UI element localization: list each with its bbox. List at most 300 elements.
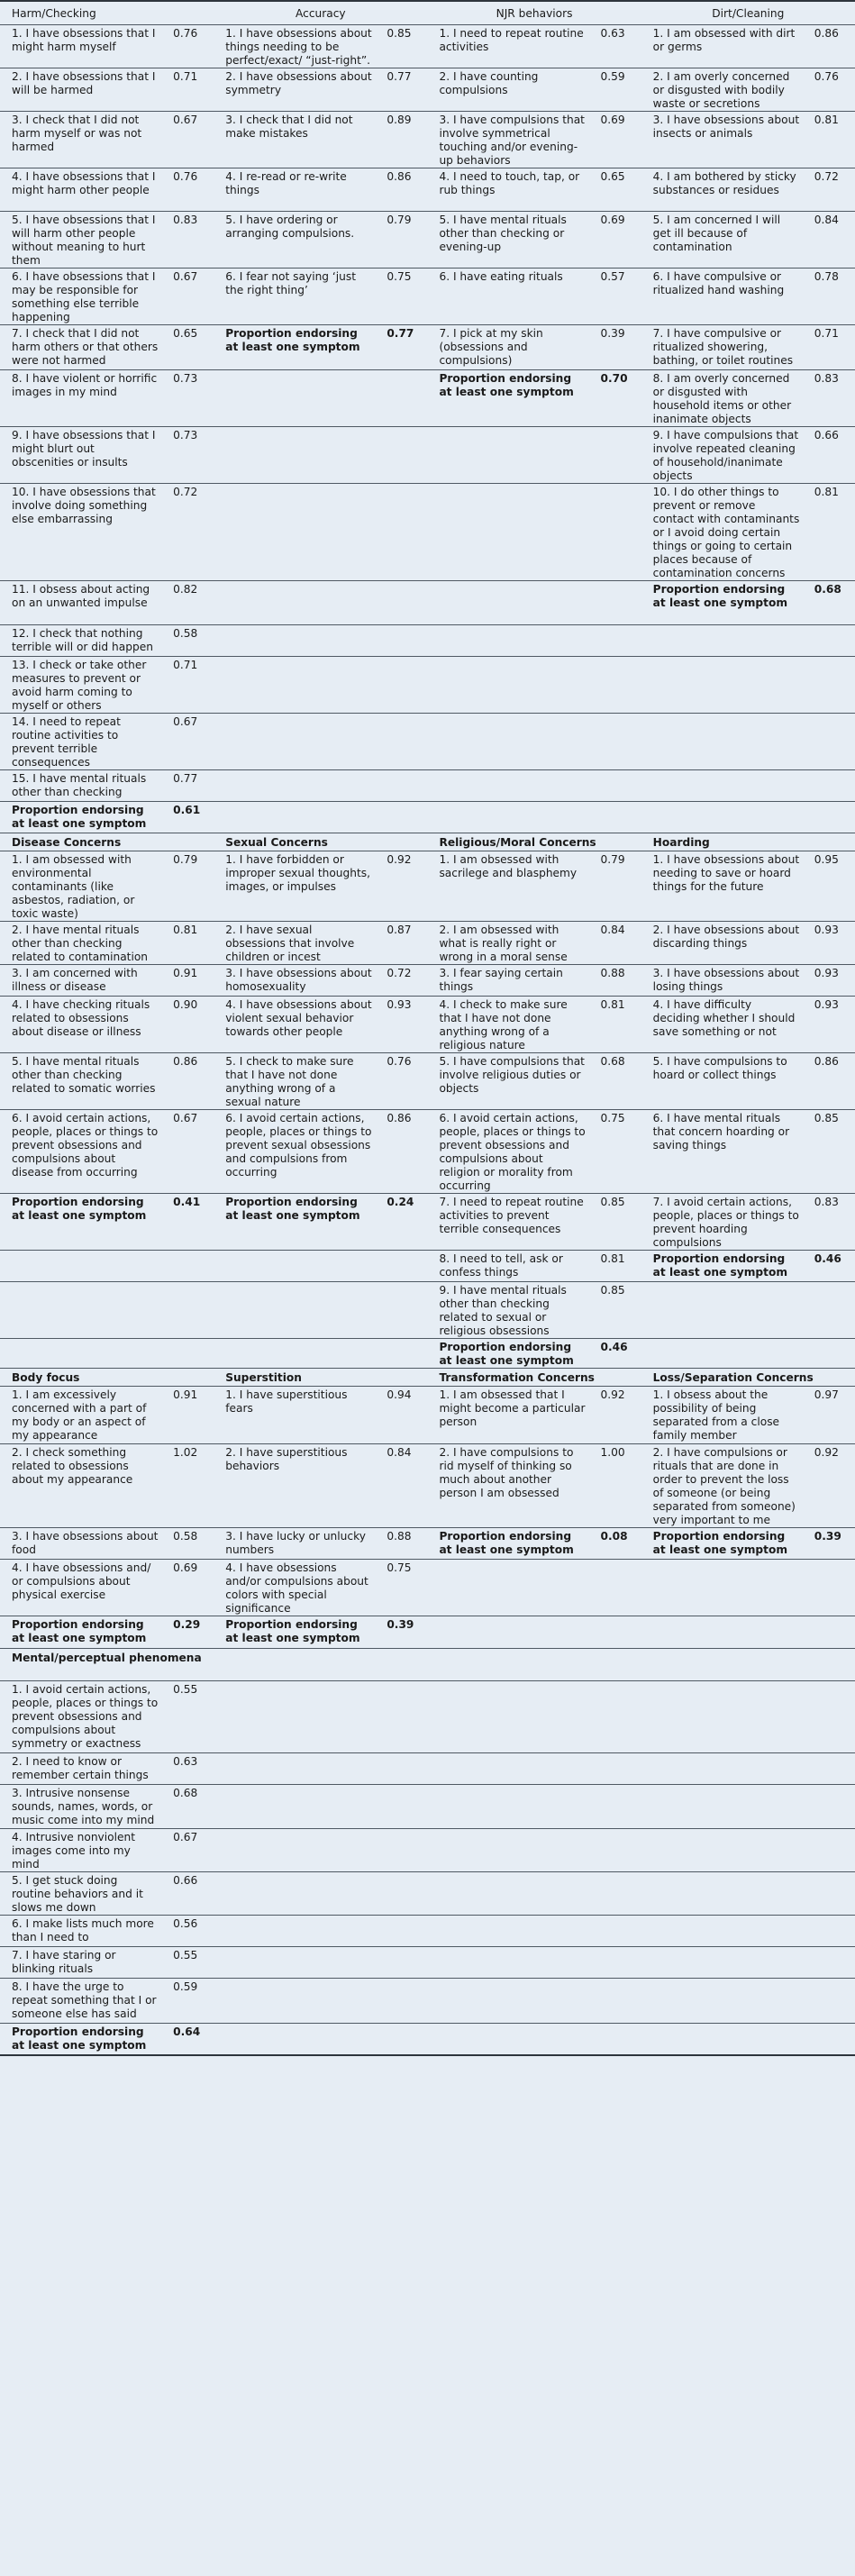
symptom-text: 1. I am obsessed with dirt or germs [641,25,800,68]
loading-value: 0.67 [159,1829,214,1872]
loading-value [587,714,641,770]
loading-value [372,1282,427,1339]
table-row [0,25,855,68]
loading-value: 0.85 [587,1194,641,1251]
loading-value: 0.86 [800,1053,855,1110]
loading-value [372,657,427,714]
table-row [0,965,855,997]
loading-value [372,770,427,802]
symptom-text [427,1560,586,1616]
symptom-text: 1. I am excessively concerned with a part of my body or an aspect of my appearance [0,1387,159,1444]
loading-value: 0.75 [372,269,427,325]
symptom-text: 6. I avoid certain actions, people, places or things to prevent sexual obsessions and compulsions from occurring [214,1110,372,1194]
loading-value: 0.71 [800,325,855,370]
loading-value: 0.73 [159,427,214,484]
empty-cell [641,2024,855,2055]
symptom-text [214,370,372,427]
proportion-label: Proportion endorsing at least one symptom [427,370,586,427]
loading-value: 0.76 [372,1053,427,1110]
empty-cell [214,1947,427,1979]
symptom-text [214,1339,372,1369]
symptom-text: 3. I have obsessions about homosexuality [214,965,372,997]
loading-value [159,1251,214,1282]
loading-value: 0.77 [372,68,427,112]
empty-cell [641,1681,855,1753]
symptom-text: 5. I am concerned I will get ill because of contamination [641,212,800,269]
symptom-text: 2. I am overly concerned or disgusted with bodily waste or secretions [641,68,800,112]
symptom-text: 5. I have obsessions that I will harm other people without meaning to hurt them [0,212,159,269]
symptom-text: 8. I am overly concerned or disgusted with household items or other inanimate objects [641,370,800,427]
symptom-text: 6. I avoid certain actions, people, places or things to prevent obsessions and compulsions about disease from occurring [0,1110,159,1194]
table-body [0,25,855,2055]
column-header-row [0,1,855,25]
symptom-text [641,625,800,657]
symptom-text [0,1339,159,1369]
loading-value: 0.76 [159,168,214,212]
loading-value [372,370,427,427]
symptom-text: 2. I have obsessions about discarding things [641,922,800,965]
loading-value: 0.94 [372,1387,427,1444]
symptom-text: 9. I have obsessions that I might blurt out obscenities or insults [0,427,159,484]
symptom-text [427,1616,586,1649]
loading-value: 0.63 [159,1753,214,1785]
symptom-text [214,657,372,714]
symptom-text: 14. I need to repeat routine activities to prevent terrible consequences [0,714,159,770]
symptom-text: 6. I have compulsive or ritualized hand washing [641,269,800,325]
table-row [0,1528,855,1560]
loading-value: 0.83 [800,1194,855,1251]
loading-value [372,427,427,484]
loading-value: 0.93 [800,922,855,965]
proportion-value: 0.46 [800,1251,855,1282]
table-row [0,1110,855,1194]
symptom-text: 4. I have checking rituals related to obsessions about disease or illness [0,997,159,1053]
symptom-text [641,1282,800,1339]
header-dirt-cleaning: Dirt/Cleaning [641,1,855,25]
table-row [0,1616,855,1649]
loading-value: 0.89 [372,112,427,168]
empty-cell [427,1785,641,1829]
empty-cell [427,1829,641,1872]
symptom-text: 13. I check or take other measures to prevent or avoid harm coming to myself or others [0,657,159,714]
table-row [0,1829,855,1872]
loading-value: 0.81 [587,997,641,1053]
empty-cell [641,1649,855,1681]
table-row [0,325,855,370]
symptom-text: 1. I obsess about the possibility of being separated from a close family member [641,1387,800,1444]
section-header: Loss/Separation Concerns [641,1369,855,1387]
loading-value [800,1282,855,1339]
loading-value: 0.66 [800,427,855,484]
symptom-text: 2. I have obsessions that I will be harmed [0,68,159,112]
loading-value: 0.67 [159,1110,214,1194]
symptom-text: 1. I have superstitious fears [214,1387,372,1444]
loading-value [159,1282,214,1339]
proportion-value: 0.39 [800,1528,855,1560]
loading-value: 0.84 [372,1444,427,1528]
table-row [0,1916,855,1947]
loading-value [587,1560,641,1616]
proportion-value: 0.70 [587,370,641,427]
loading-value: 0.63 [587,25,641,68]
symptom-text [641,770,800,802]
symptom-text: 15. I have mental rituals other than checking [0,770,159,802]
symptom-text [214,1282,372,1339]
symptom-text: 1. I am obsessed with sacrilege and blasphemy [427,851,586,922]
loading-value [372,802,427,833]
loading-value: 0.79 [372,212,427,269]
symptom-text [214,625,372,657]
symptom-text: 3. I have compulsions that involve symmetrical touching and/or evening-up behaviors [427,112,586,168]
symptom-text: 1. I am obsessed that I might become a particular person [427,1387,586,1444]
section-header: Religious/Moral Concerns [427,833,641,851]
symptom-text: 10. I do other things to prevent or remove contact with contaminants or I avoid doing certain things or going to certain places because of contamination concerns [641,484,800,581]
header-njr-behaviors: NJR behaviors [427,1,641,25]
loading-value [587,581,641,625]
symptom-text: 4. I check to make sure that I have not done anything wrong of a religious nature [427,997,586,1053]
empty-cell [427,1872,641,1916]
proportion-value: 0.24 [372,1194,427,1251]
section-header-row [0,1649,855,1681]
empty-cell [641,1947,855,1979]
symptom-text: 6. I have obsessions that I may be responsible for something else terrible happening [0,269,159,325]
table-row [0,1681,855,1753]
table-row [0,1444,855,1528]
loading-value: 0.86 [372,168,427,212]
symptom-text [214,714,372,770]
loading-value: 0.87 [372,922,427,965]
symptom-text: 1. I am obsessed with environmental contaminants (like asbestos, radiation, or toxic waste) [0,851,159,922]
table-row [0,997,855,1053]
proportion-label: Proportion endorsing at least one symptom [0,1194,159,1251]
loading-value [800,1616,855,1649]
loading-value: 0.76 [159,25,214,68]
symptom-text [0,1251,159,1282]
proportion-label: Proportion endorsing at least one symptom [427,1339,586,1369]
table-row [0,1979,855,2024]
loading-value: 0.93 [800,965,855,997]
table-row [0,68,855,112]
empty-cell [427,1947,641,1979]
symptom-text: 3. I check that I did not harm myself or was not harmed [0,112,159,168]
symptom-text: 2. I have compulsions to rid myself of thinking so much about another person I am obsessed [427,1444,586,1528]
empty-cell [214,1681,427,1753]
loading-value: 0.97 [800,1387,855,1444]
loading-value: 0.68 [159,1785,214,1829]
loading-value: 0.86 [800,25,855,68]
symptom-text: 4. Intrusive nonviolent images come into my mind [0,1829,159,1872]
symptom-text [641,657,800,714]
loading-value: 0.55 [159,1681,214,1753]
table-row [0,269,855,325]
loading-value: 0.67 [159,714,214,770]
symptom-text [641,1339,800,1369]
symptom-text: 4. I have difficulty deciding whether I should save something or not [641,997,800,1053]
proportion-label: Proportion endorsing at least one symptom [0,802,159,833]
loading-value: 0.91 [159,965,214,997]
empty-cell [641,1753,855,1785]
loading-value: 0.77 [159,770,214,802]
section-header: Mental/perceptual phenomena [0,1649,214,1681]
loading-value: 0.75 [372,1560,427,1616]
table-row [0,770,855,802]
symptom-text: 7. I have staring or blinking rituals [0,1947,159,1979]
proportion-label: Proportion endorsing at least one symptom [641,1528,800,1560]
symptom-text [427,581,586,625]
loading-value: 0.66 [159,1872,214,1916]
loading-value [800,802,855,833]
table-row [0,1753,855,1785]
loading-value [587,484,641,581]
loading-value: 0.85 [587,1282,641,1339]
loading-value: 0.93 [372,997,427,1053]
table-row [0,1785,855,1829]
symptom-text [427,770,586,802]
symptom-text [214,581,372,625]
loading-value: 0.79 [587,851,641,922]
loading-value: 0.69 [587,112,641,168]
loading-value: 0.79 [159,851,214,922]
loading-value: 0.69 [587,212,641,269]
loading-value: 0.78 [800,269,855,325]
loading-value: 0.81 [587,1251,641,1282]
proportion-value: 0.41 [159,1194,214,1251]
symptom-text: 2. I have superstitious behaviors [214,1444,372,1528]
empty-cell [641,1872,855,1916]
proportion-value: 0.46 [587,1339,641,1369]
empty-cell [214,1829,427,1872]
loading-value [800,1560,855,1616]
loading-value: 0.57 [587,269,641,325]
symptom-text [427,714,586,770]
symptom-text [0,1282,159,1339]
empty-cell [641,1916,855,1947]
empty-cell [427,1979,641,2024]
loading-value: 0.67 [159,269,214,325]
loading-value: 0.92 [587,1387,641,1444]
symptom-text: 4. I re-read or re-write things [214,168,372,212]
loading-value: 0.59 [159,1979,214,2024]
loading-value [372,581,427,625]
table-row [0,1194,855,1251]
symptom-text [641,714,800,770]
proportion-value: 0.77 [372,325,427,370]
loading-value [587,802,641,833]
empty-cell [641,1979,855,2024]
symptom-text: 4. I need to touch, tap, or rub things [427,168,586,212]
symptom-text: 1. I have obsessions about things needing to be perfect/exact/ “just-right”. [214,25,372,68]
symptom-text: 3. I have obsessions about insects or animals [641,112,800,168]
loading-value: 0.81 [159,922,214,965]
symptom-text: 3. I have obsessions about food [0,1528,159,1560]
symptom-text: 6. I have mental rituals that concern hoarding or saving things [641,1110,800,1194]
table-row [0,922,855,965]
table-row [0,1339,855,1369]
symptom-text [427,484,586,581]
table-row [0,1282,855,1339]
symptom-text: 4. I have obsessions and/ or compulsions about physical exercise [0,1560,159,1616]
empty-cell [427,2024,641,2055]
table-row [0,1560,855,1616]
loading-value [587,427,641,484]
symptom-text [214,770,372,802]
loading-value: 0.73 [159,370,214,427]
symptom-text: 8. I have violent or horrific images in my mind [0,370,159,427]
loading-value: 0.86 [372,1110,427,1194]
table-row [0,484,855,581]
symptom-text: 5. I have mental rituals other than checking or evening-up [427,212,586,269]
table-row [0,1947,855,1979]
loading-value [372,625,427,657]
empty-cell [427,1649,641,1681]
loading-value: 0.93 [800,997,855,1053]
loading-value: 0.84 [800,212,855,269]
loading-value: 0.86 [159,1053,214,1110]
empty-cell [214,1785,427,1829]
symptom-text [427,802,586,833]
loading-value: 1.02 [159,1444,214,1528]
table-row [0,1053,855,1110]
table-row [0,212,855,269]
symptom-text: 3. I have obsessions about losing things [641,965,800,997]
symptom-text: 3. I check that I did not make mistakes [214,112,372,168]
section-header: Hoarding [641,833,855,851]
symptom-text: 3. I fear saying certain things [427,965,586,997]
symptom-text: 3. I have lucky or unlucky numbers [214,1528,372,1560]
empty-cell [214,2024,427,2055]
loading-value: 0.92 [800,1444,855,1528]
section-header: Superstition [214,1369,427,1387]
loading-value: 0.88 [587,965,641,997]
table-row [0,168,855,212]
symptom-text: 10. I have obsessions that involve doing something else embarrassing [0,484,159,581]
loading-value [372,484,427,581]
proportion-label: Proportion endorsing at least one symptom [214,1194,372,1251]
proportion-label: Proportion endorsing at least one symptom [214,325,372,370]
symptom-text: 1. I need to repeat routine activities [427,25,586,68]
symptom-text: 2. I have counting compulsions [427,68,586,112]
loading-value: 0.39 [587,325,641,370]
table-row [0,370,855,427]
loading-value: 0.72 [372,965,427,997]
symptom-text: 3. Intrusive nonsense sounds, names, words, or music come into my mind [0,1785,159,1829]
loading-value [800,770,855,802]
loading-value: 0.55 [159,1947,214,1979]
loading-value: 0.81 [800,112,855,168]
empty-cell [214,1979,427,2024]
symptom-text: 7. I have compulsive or ritualized showering, bathing, or toilet routines [641,325,800,370]
loading-value: 0.58 [159,625,214,657]
empty-cell [214,1872,427,1916]
table-row [0,1872,855,1916]
loading-value [587,770,641,802]
loading-value: 0.92 [372,851,427,922]
loading-value: 0.65 [159,325,214,370]
section-header: Disease Concerns [0,833,214,851]
loading-value [587,625,641,657]
loading-value [587,1616,641,1649]
proportion-label: Proportion endorsing at least one symptom [0,1616,159,1649]
section-header: Body focus [0,1369,214,1387]
symptom-text: 5. I get stuck doing routine behaviors and it slows me down [0,1872,159,1916]
proportion-label: Proportion endorsing at least one symptom [641,1251,800,1282]
empty-cell [427,1681,641,1753]
loading-value: 0.72 [159,484,214,581]
proportion-value: 0.08 [587,1528,641,1560]
symptom-text: 5. I have compulsions to hoard or collect things [641,1053,800,1110]
symptom-text: 1. I have forbidden or improper sexual thoughts, images, or impulses [214,851,372,922]
table-row [0,714,855,770]
loading-value: 0.58 [159,1528,214,1560]
proportion-value: 0.61 [159,802,214,833]
loading-value [800,714,855,770]
table-row [0,1251,855,1282]
empty-cell [427,1753,641,1785]
section-header-row [0,833,855,851]
symptom-text: 7. I check that I did not harm others or that others were not harmed [0,325,159,370]
table-row [0,657,855,714]
loading-value: 0.59 [587,68,641,112]
symptom-text: 3. I am concerned with illness or disease [0,965,159,997]
loading-value [372,1251,427,1282]
table-row [0,625,855,657]
proportion-value: 0.64 [159,2024,214,2055]
symptom-text: 1. I have obsessions about needing to save or hoard things for the future [641,851,800,922]
proportion-label: Proportion endorsing at least one symptom [214,1616,372,1649]
table-row [0,1387,855,1444]
empty-cell [427,1916,641,1947]
symptom-text: 4. I have obsessions that I might harm other people [0,168,159,212]
loading-value: 0.56 [159,1916,214,1947]
symptom-text: 7. I pick at my skin (obsessions and compulsions) [427,325,586,370]
header-accuracy: Accuracy [214,1,427,25]
empty-cell [214,1753,427,1785]
symptom-text: 2. I have sexual obsessions that involve children or incest [214,922,372,965]
symptom-text [214,427,372,484]
symptom-text: 5. I have mental rituals other than checking related to somatic worries [0,1053,159,1110]
symptom-text: 7. I need to repeat routine activities to prevent terrible consequences [427,1194,586,1251]
table-row [0,112,855,168]
symptom-text: 8. I have the urge to repeat something that I or someone else has said [0,1979,159,2024]
symptom-text: 9. I have mental rituals other than checking related to sexual or religious obsessions [427,1282,586,1339]
symptom-text: 2. I check something related to obsessions about my appearance [0,1444,159,1528]
symptom-text: 6. I have eating rituals [427,269,586,325]
symptom-text: 6. I make lists much more than I need to [0,1916,159,1947]
loading-value: 0.95 [800,851,855,922]
symptom-text: 5. I have compulsions that involve religious duties or objects [427,1053,586,1110]
symptom-text: 4. I am bothered by sticky substances or residues [641,168,800,212]
symptom-text: 2. I have mental rituals other than checking related to contamination [0,922,159,965]
loading-value: 0.85 [800,1110,855,1194]
loading-value: 1.00 [587,1444,641,1528]
table-row [0,581,855,625]
loading-value: 0.88 [372,1528,427,1560]
empty-cell [641,1785,855,1829]
loading-value [587,657,641,714]
symptom-text: 8. I need to tell, ask or confess things [427,1251,586,1282]
symptom-text [214,484,372,581]
symptom-text: 6. I fear not saying ‘just the right thing’ [214,269,372,325]
loading-value [372,714,427,770]
symptom-text: 12. I check that nothing terrible will or did happen [0,625,159,657]
loading-value: 0.69 [159,1560,214,1616]
empty-cell [214,1649,427,1681]
loading-value: 0.76 [800,68,855,112]
symptom-text [641,802,800,833]
section-header-row [0,1369,855,1387]
symptom-text [427,657,586,714]
loading-value [372,1339,427,1369]
